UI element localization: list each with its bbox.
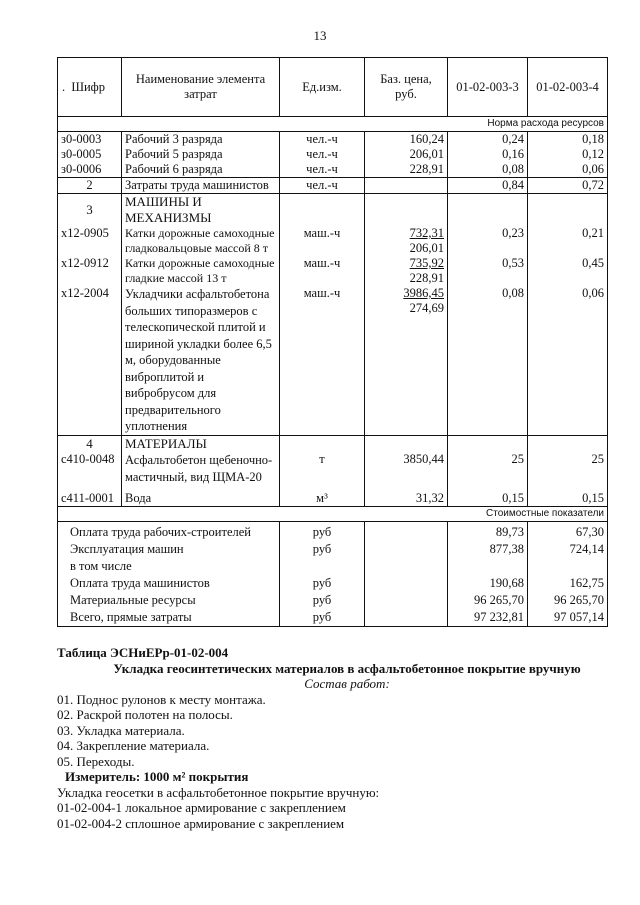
work-item: 04. Закрепление материала. xyxy=(57,738,210,753)
table-row: х12-2004 Укладчики асфальтобетона больших типоразмеров с телескопической плитой и шириной укладки более 6,5 м, оборудованные виброплитой и вибробрусом для предварительного уплотнения маш.-ч 3986,45 274,69 0,08 0,06 xyxy=(58,286,608,435)
table-row: х12-0912 Катки дорожные самоходные гладкие массой 13 т маш.-ч 735,92 228,91 0,53 0,45 xyxy=(58,256,608,286)
list-item: 01-02-004-1 локальное армирование с закреплением xyxy=(57,800,346,815)
next-table-section xyxy=(57,645,617,831)
work-item: 03. Укладка материала. xyxy=(57,722,185,738)
table-row: х12-0905 Катки дорожные самоходные гладковальцовые массой 8 т маш.-ч 732,31 206,01 0,23 0,21 xyxy=(58,226,608,256)
section-title: МАШИНЫ И МЕХАНИЗМЫ xyxy=(122,194,280,227)
total-row: Оплата труда рабочих-строителей руб 89,73 67,30 xyxy=(58,522,608,541)
materials-section-row: 4 МАТЕРИАЛЫ xyxy=(58,435,608,452)
table-row: с411-0001 Вода м³ 31,32 0,15 0,15 xyxy=(58,486,608,507)
table-row: з0-0003 Рабочий 3 разряда чел.-ч 160,24 0,24 0,18 xyxy=(58,132,608,148)
cost-note-row xyxy=(58,507,608,522)
norm-note-row xyxy=(58,117,608,132)
header-base-price: Баз. цена, руб. xyxy=(365,58,448,117)
header-col1: 01-02-003-3 xyxy=(448,58,528,117)
machinist-labor-row: 2 Затраты труда машинистов чел.-ч 0,84 0,72 xyxy=(58,178,608,194)
total-row: Оплата труда машинистов руб 190,68 162,75 xyxy=(58,575,608,592)
table-header-row xyxy=(58,58,608,117)
work-item: 02. Раскрой полотен на полосы. xyxy=(57,707,233,722)
meter-line: Измеритель: 1000 м² покрытия xyxy=(65,769,249,784)
table-row: з0-0005 Рабочий 5 разряда чел.-ч 206,01 0,16 0,12 xyxy=(58,147,608,162)
machines-section-row: 3 МАШИНЫ И МЕХАНИЗМЫ xyxy=(58,194,608,227)
total-row: Материальные ресурсы руб 96 265,70 96 265,70 xyxy=(58,592,608,609)
works-heading: Состав работ: xyxy=(304,676,390,691)
total-row: Эксплуатация машин руб 877,38 724,14 xyxy=(58,541,608,558)
header-unit: Ед.изм. xyxy=(280,58,365,117)
work-item: 05. Переходы. xyxy=(57,753,135,769)
description-line: Укладка геосетки в асфальтобетонное покрытие вручную: xyxy=(57,784,380,800)
header-code: . Шифр xyxy=(58,58,122,117)
total-row: Всего, прямые затраты руб 97 232,81 97 057,14 xyxy=(58,609,608,627)
total-row: в том числе xyxy=(58,558,608,575)
next-table-subtitle: Укладка геосинтетических материалов в асфальтобетонное покрытие вручную xyxy=(113,660,581,676)
norm-note: Норма расхода ресурсов xyxy=(58,117,608,132)
resource-table xyxy=(57,57,608,627)
list-item: 01-02-004-2 сплошное армирование с закреплением xyxy=(57,815,345,831)
section-title: МАТЕРИАЛЫ xyxy=(122,435,280,452)
work-item: 01. Поднос рулонов к месту монтажа. xyxy=(57,691,266,707)
header-col2: 01-02-003-4 xyxy=(528,58,608,117)
cost-note: Стоимостные показатели xyxy=(58,507,608,522)
table-row: з0-0006 Рабочий 6 разряда чел.-ч 228,91 0,08 0,06 xyxy=(58,162,608,178)
page-number: 13 xyxy=(313,28,327,43)
table-row: с410-0048 Асфальтобетон щебеночно- мастичный, вид ЩМА-20 т 3850,44 25 25 xyxy=(58,452,608,486)
header-name: Наименование элемента затрат xyxy=(122,58,280,117)
next-table-title: Таблица ЭСНиЕРр-01-02-004 xyxy=(57,645,229,660)
